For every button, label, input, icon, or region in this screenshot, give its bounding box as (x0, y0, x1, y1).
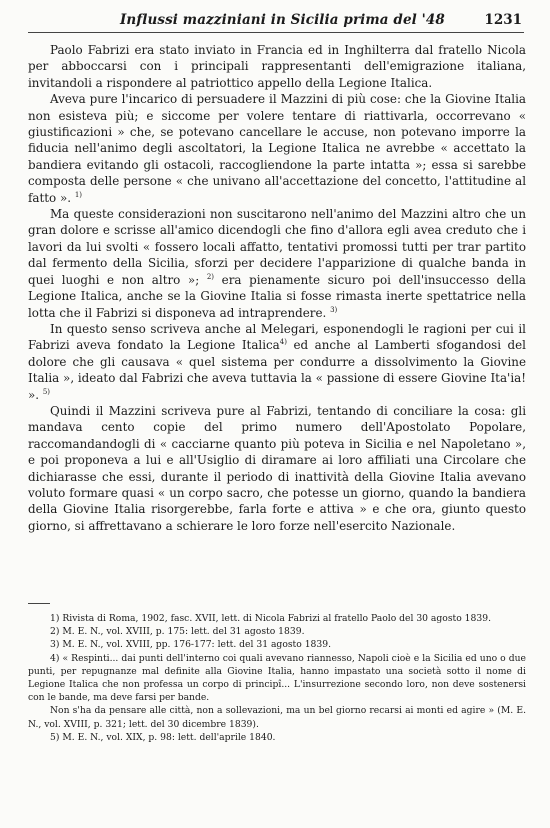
footnote-ref[interactable]: 4) (279, 338, 287, 347)
body-text (28, 42, 526, 534)
footnote-ref[interactable]: 3) (330, 305, 338, 314)
footnote: 3) M. E. N., vol. XVIII, pp. 176-177: lett. del 31 agosto 1839. (50, 639, 332, 651)
footnotes (28, 612, 526, 744)
footnote: 2) M. E. N., vol. XVIII, p. 175: lett. del 31 agosto 1839. (50, 626, 305, 638)
page-number: 1231 (484, 12, 522, 28)
paragraph: Aveva pure l'incarico di persuadere il Mazzini di più cose: che la Giovine Italia non esisteva più; e siccome per volere tentare di riattivarla, occorrevano « giustificazioni » che, se potevano cancellare le accuse, non potevano imporre la fiducia nell'animo degli ascoltatori, la Legione Italica ne avrebbe « accettato la bandiera evitando gli ostacoli, raccogliendone la parte intatta »; essa si sarebbe composta delle persone « che univano all'accettazione del concetto, l'attitudine al fatto ». $^{1)}$ (28, 92, 526, 205)
footnote: 1) Rivista di Roma, 1902, fasc. XVII, lett. di Nicola Fabrizi al fratello Paolo del 30 agosto 1839. (50, 613, 491, 624)
paragraph: In questo senso scriveva anche al Melegari, esponendogli le ragioni per cui il Fabrizi aveva fondato la Legione Italica$^{4)}$ ed anche al Lamberti sfogandosi del dolore che gli causava « quel sistema per condurre a dissolvimento la Giovine Italia », ideato dal Fabrizi che aveva tuttavia la « passione di essere Giovine Ita'ia! ». $^{5)}$ (28, 321, 526, 402)
footnote: 5) M. E. N., vol. XIX, p. 98: lett. dell'aprile 1840. (50, 731, 276, 743)
footnote-ref[interactable]: 5) (42, 387, 51, 396)
footnote-ref[interactable]: 2) (206, 272, 215, 281)
paragraph: Ma queste considerazioni non suscitarono nell'animo del Mazzini altro che un gran dolore e scrisse all'amico dicendogli che fino d'allora egli avea creduto che i lavori da lui svolti « fossero locali affatto, tentativi promossi tutti per trar partito dal fermento della Sicilia, sforzi per decidere l'apparizione di qualche banda in quei luoghi e non altro »; $^{2)}$ era pienamente sicuro poi dell'insuccesso della Legione Italica, anche se la Giovine Italia si fosse rimasta inerte spettatrice nella lotta che il Fabrizi si disponeva ad intraprendere. $^{3)}$ (28, 207, 526, 320)
page-header (28, 10, 524, 33)
footnote-divider (28, 603, 50, 604)
footnote: 4) « Respinti... dai punti dell'interno coi quali avevano riannesso, Napoli cioè e la Sicilia ed uno o due punti, per repugnanze mal definite alla Giovine Italia, hanno impastato una società sotto il nome di Legione Italica che non professa un corpo di principî... L'insurrezione secondo loro, non deve sostenersi con le bande, ma deve farsi per bande. (28, 652, 526, 704)
footnote-ref[interactable]: 1) (74, 190, 83, 199)
paragraph: Quindi il Mazzini scriveva pure al Fabrizi, tentando di conciliare la cosa: gli mandava cento copie del primo numero dell'Apostolato Popolare, raccomandandogli di « cacciarne quanto più poteva in Sicilia e nel Napoletano », e poi proponeva a lui e all'Usiglio di diramare ai loro affiliati una Circolare che dichiarasse che essi, durante il periodo di inattività della Giovine Italia avevano voluto formare quasi « un corpo sacro, che potesse un giorno, quando la bandiera della Giovine Italia risorgerebbe, farla forte e attiva » e che ora, giunto questo giorno, si affrettavano a schierare le loro forze nell'esercito Nazionale. (28, 403, 526, 533)
footnote-continuation: Non s'ha da pensare alle città, non a sollevazioni, ma un bel giorno recarsi ai monti ed agire » (M. E. N., vol. XVIII, p. 321; lett. del 30 dicembre 1839). (28, 705, 526, 730)
running-title: Influssi mazziniani in Sicilia prima del '48 (120, 12, 445, 28)
paragraph: Paolo Fabrizi era stato inviato in Francia ed in Inghilterra dal fratello Nicola per abboccarsi con i principali rappresentanti dell'emigrazione italiana, invitandoli a rispondere al patriottico appello della Legione Italica. (28, 43, 526, 90)
